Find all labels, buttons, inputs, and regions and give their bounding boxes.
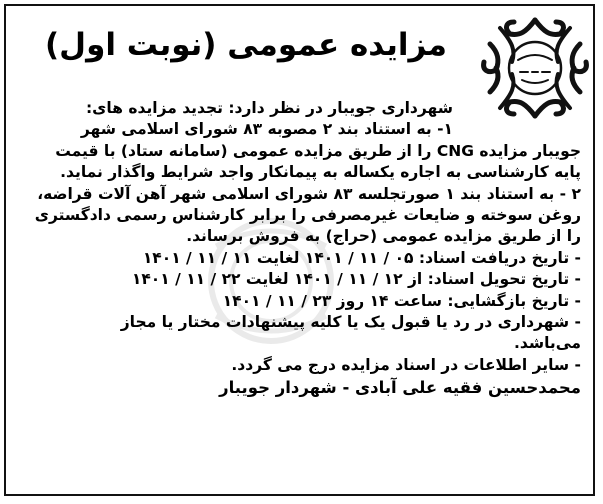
notice-line: ۲ - به استناد بند ۱ صورتجلسه ۸۳ شورای اسلامی شهر آهن آلات قراضه، bbox=[37, 184, 581, 203]
notice-line: - تاریخ بازگشایی: ساعت ۱۴ روز ۲۳ / ۱۱ / ۱۴۰۱ bbox=[222, 291, 581, 310]
notice-line: - سایر اطلاعات در اسناد مزایده درج می گردد. bbox=[231, 355, 581, 374]
notice-line: جویبار مزایده CNG را از طریق مزایده عمومی (سامانه ستاد) با قیمت bbox=[55, 141, 581, 160]
notice-signature: محمدحسین فقیه علی آبادی - شهردار جویبار bbox=[219, 378, 581, 398]
notice-body bbox=[18, 98, 581, 399]
notice-line: پایه کارشناسی به اجاره یکساله به پیمانکار واجد شرایط واگذار نماید. bbox=[60, 163, 581, 182]
notice-line: را از طریق مزایده عمومی (حراج) به فروش برساند. bbox=[186, 227, 581, 246]
notice-line: می‌باشد. bbox=[513, 334, 581, 353]
notice-line: - تاریخ دریافت اسناد: ۰۵ / ۱۱ / ۱۴۰۱ لغایت ۱۱ / ۱۱ / ۱۴۰۱ bbox=[142, 248, 581, 267]
notice-line: - تاریخ تحویل اسناد: از ۱۲ / ۱۱ / ۱۴۰۱ لغایت ۲۲ / ۱۱ / ۱۴۰۱ bbox=[131, 270, 581, 289]
notice-line: - شهرداری در رد یا قبول یک یا کلیه پیشنهادات مختار یا مجاز bbox=[120, 313, 581, 332]
notice-frame bbox=[4, 4, 595, 496]
notice-line: ۱- به استناد بند ۲ مصوبه ۸۳ شورای اسلامی شهر bbox=[80, 120, 453, 139]
notice-line: شهرداری جویبار در نظر دارد: تجدید مزایده های: bbox=[85, 99, 453, 117]
notice-title: مزایده عمومی (نوبت اول) bbox=[45, 27, 447, 63]
notice-line: روغن سوخته و ضایعات غیرمصرفی را برابر کارشناس رسمی دادگستری bbox=[34, 206, 581, 225]
